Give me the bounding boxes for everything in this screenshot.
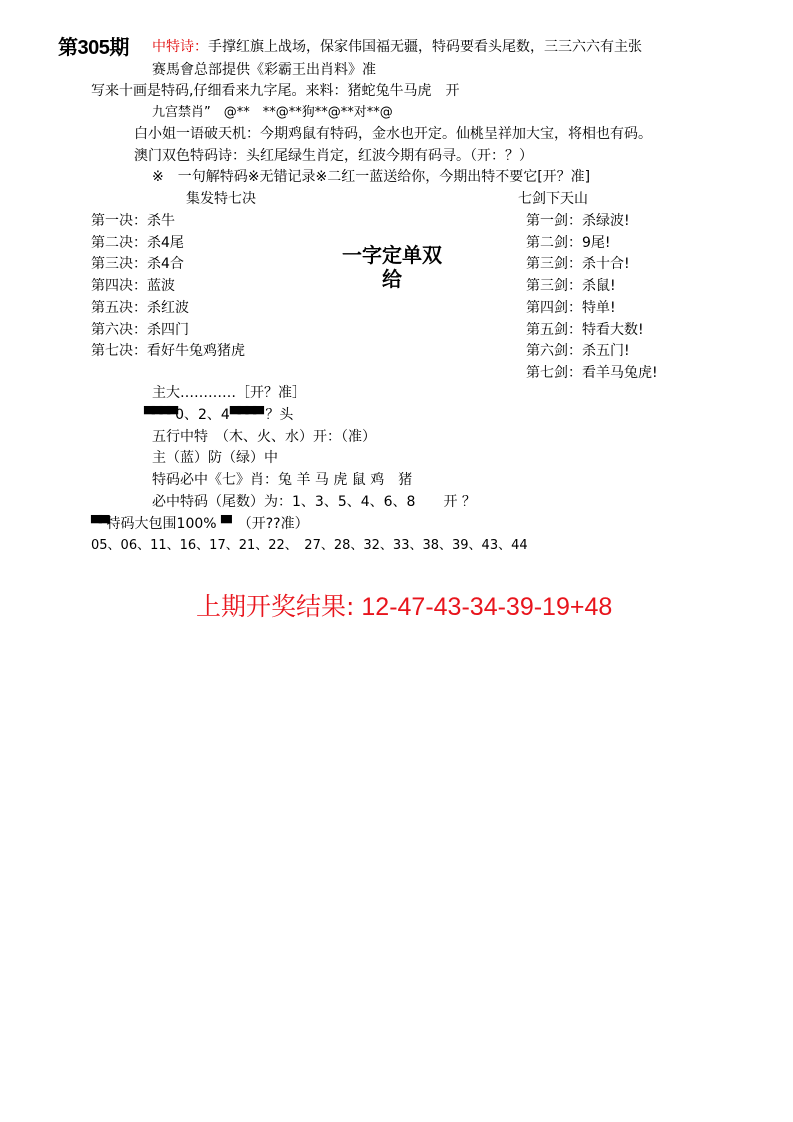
miss-bai-line: 白小姐一语破天机：今期鸡鼠有特码，金水也开定。仙桃呈祥加大宝，将相也有码。 bbox=[134, 126, 652, 142]
left-block-item: 第二决：杀4尾 bbox=[91, 234, 184, 251]
zhu-fang-line: 主（蓝）防（绿）中 bbox=[152, 450, 278, 466]
right-block-item: 第三剑：杀鼠! bbox=[526, 278, 616, 295]
poem-label: 中特诗： bbox=[152, 39, 208, 55]
left-block-item: 第六决：杀四门 bbox=[91, 321, 189, 338]
surround-text: 特码大包围100% bbox=[106, 516, 217, 532]
right-block-item: 第二剑：9尾! bbox=[526, 234, 611, 251]
bars-left: ▀▀▀▀ bbox=[144, 407, 176, 423]
last-result-value: 12-47-43-34-39-19+48 bbox=[361, 593, 613, 621]
macau-line: 澳门双色特码诗：头红尾绿生肖定，红波今期有码寻。（开：？） bbox=[134, 148, 533, 164]
right-block-item: 第七剑：看羊马兔虎! bbox=[526, 364, 658, 381]
left-block-item: 第五决：杀红波 bbox=[91, 299, 189, 316]
last-result bbox=[196, 592, 612, 622]
poem-line bbox=[152, 38, 642, 56]
right-block-item: 第一剑：杀绿波! bbox=[526, 213, 630, 229]
right-block-item: 第六剑：杀五门! bbox=[526, 343, 630, 360]
surround-bars-left: ▀▀ bbox=[91, 516, 107, 532]
nine-palace-line: 九宫禁肖” @** **@**狗**@**对**@ bbox=[152, 105, 393, 120]
left-block-item: 第三决：杀4合 bbox=[91, 256, 184, 273]
left-block-item: 第一决：杀牛 bbox=[91, 213, 175, 229]
left-block-item: 第七决：看好牛兔鸡猪虎 bbox=[91, 343, 245, 360]
right-block-item: 第三剑：杀十合! bbox=[526, 256, 630, 273]
bars-right: ▀▀▀▀ bbox=[229, 407, 261, 423]
surround-line bbox=[91, 515, 309, 533]
zhu-da-line: 主大…………［开？准］ bbox=[152, 385, 306, 401]
right-block-item: 第四剑：特单! bbox=[526, 299, 616, 316]
last-result-label: 上期开奖结果: bbox=[196, 592, 355, 621]
issue-number: 第305期 bbox=[58, 37, 129, 59]
right-block-title: 七剑下天山 bbox=[518, 191, 588, 207]
head-tail: ？头 bbox=[265, 407, 294, 423]
center-title-line1: 一字定单双 bbox=[342, 243, 442, 267]
tail-numbers-line: 必中特码（尾数）为：1、3、5、4、6、8 开 ？ bbox=[152, 494, 476, 510]
seven-zodiac-line: 特码必中《七》肖：兔 羊 马 虎 鼠 鸡 猪 bbox=[152, 472, 413, 488]
ten-strokes-line: 写来十画是特码,仔细看来九字尾。来料：猪蛇兔牛马虎 开 bbox=[91, 83, 460, 99]
left-block-item: 第四决：蓝波 bbox=[91, 278, 175, 295]
left-block-title: 集发特七决 bbox=[186, 191, 256, 207]
right-block-item: 第五剑：特看大数! bbox=[526, 321, 644, 338]
one-sentence-line: ※ 一句解特码※无错记录※二红一蓝送给你，今期出特不要它[开？准] bbox=[152, 169, 591, 185]
head-line bbox=[144, 406, 293, 424]
surround-numbers: 05、06、11、16、17、21、22、 27、28、32、33、38、39、43、44 bbox=[91, 538, 528, 553]
center-title-line2: 给 bbox=[382, 267, 402, 291]
wuxing-line: 五行中特 （木、火、水）开：（准） bbox=[152, 429, 376, 445]
poem-text: 手撑红旗上战场，保家伟国福无疆，特码要看头尾数，三三六六有主张 bbox=[208, 39, 642, 55]
head-text: 0、2、4 bbox=[175, 407, 230, 423]
source-line: 赛馬會总部提供《彩霸王出肖料》准 bbox=[152, 62, 376, 78]
surround-tail: （开??准） bbox=[237, 516, 309, 532]
surround-bars-right: ▀ bbox=[221, 516, 229, 532]
center-title bbox=[327, 243, 457, 291]
